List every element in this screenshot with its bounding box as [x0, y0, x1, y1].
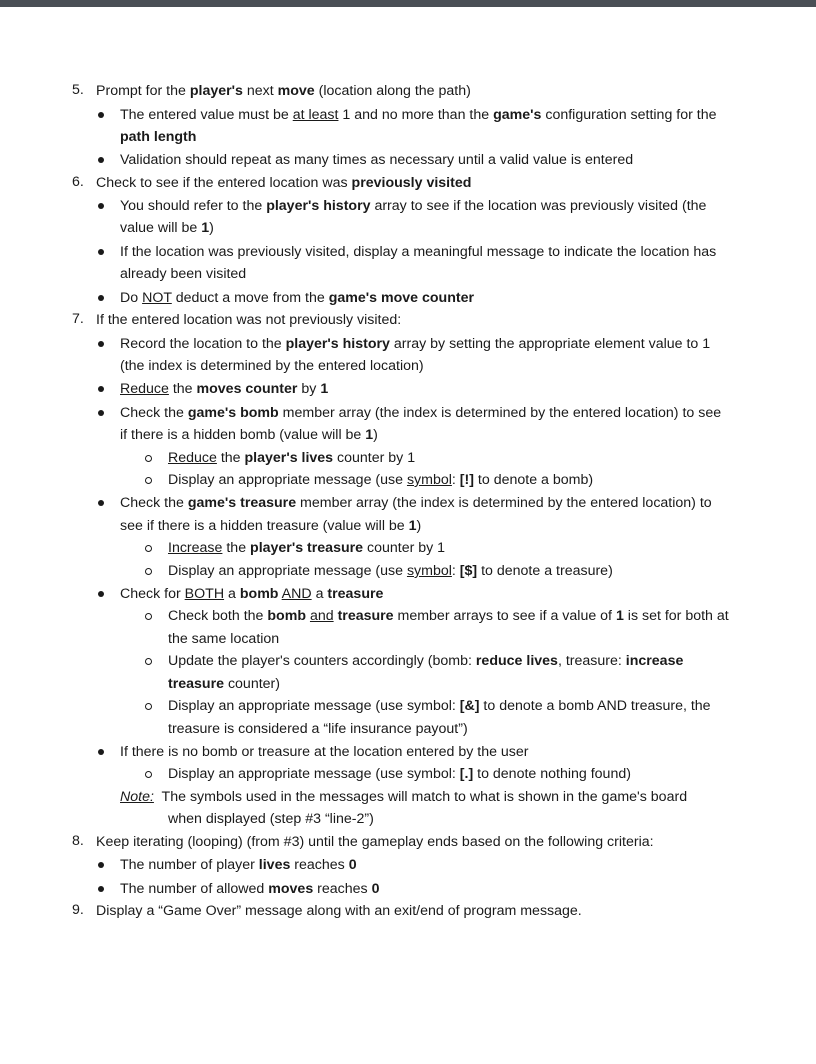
item-8-bullet-1: The number of player lives reaches 0 [120, 857, 357, 873]
bullet-icon [98, 203, 104, 209]
bullet-icon [98, 500, 104, 506]
bullet-icon [98, 410, 104, 416]
bullet-icon [98, 341, 104, 347]
item-6-bullet-3: Do NOT deduct a move from the game's move counter [120, 290, 475, 306]
item-6-text: Check to see if the entered location was previously visited [96, 175, 472, 191]
item-7-bullet-1-cont: (the index is determined by the entered location) [120, 358, 424, 374]
sub-bullet-icon [145, 771, 152, 778]
bullet-icon [98, 249, 104, 255]
item-7-bullet-5-sub-3: Display an appropriate message (use symbol: [&] to denote a bomb AND treasure, the [168, 698, 711, 714]
item-6-bullet-1-cont: value will be 1) [120, 220, 214, 236]
sub-bullet-icon [145, 545, 152, 552]
item-7-bullet-1: Record the location to the player's history array by setting the appropriate element value to 1 [120, 336, 711, 352]
sub-bullet-icon [145, 477, 152, 484]
item-7-bullet-3-cont: if there is a hidden bomb (value will be 1) [120, 427, 378, 443]
bullet-icon [98, 112, 104, 118]
item-7-bullet-4-cont: see if there is a hidden treasure (value will be 1) [120, 518, 422, 534]
item-7-bullet-2: Reduce the moves counter by 1 [120, 381, 329, 397]
top-bar [0, 0, 816, 7]
item-7-bullet-4-sub-1: Increase the player's treasure counter by 1 [168, 540, 446, 556]
sub-bullet-icon [145, 703, 152, 710]
item-7-number: 7. [72, 311, 84, 327]
item-7-text: If the entered location was not previously visited: [96, 312, 402, 328]
item-9-number: 9. [72, 902, 84, 918]
item-7-bullet-5-sub-3-cont: treasure is considered a “life insurance payout”) [168, 721, 468, 737]
item-5-number: 5. [72, 82, 84, 98]
item-9-text: Display a “Game Over” message along with an exit/end of program message. [96, 903, 582, 919]
bullet-icon [98, 749, 104, 755]
bullet-icon [98, 886, 104, 892]
item-7-bullet-5-sub-2: Update the player's counters accordingly (bomb: reduce lives, treasure: increase [168, 653, 684, 669]
item-5-bullet-2: Validation should repeat as many times as necessary until a valid value is entered [120, 152, 634, 168]
item-7-bullet-5-sub-2-cont: treasure counter) [168, 676, 280, 692]
sub-bullet-icon [145, 568, 152, 575]
item-7-bullet-3: Check the game's bomb member array (the index is determined by the entered location) to see [120, 405, 722, 421]
bullet-icon [98, 591, 104, 597]
sub-bullet-icon [145, 613, 152, 620]
note: Note: The symbols used in the messages will match to what is shown in the game's board [120, 789, 688, 805]
item-7-bullet-6-sub-1: Display an appropriate message (use symbol: [.] to denote nothing found) [168, 766, 631, 782]
bullet-icon [98, 862, 104, 868]
bullet-icon [98, 295, 104, 301]
sub-bullet-icon [145, 658, 152, 665]
item-5-bullet-1-cont: path length [120, 129, 197, 145]
item-6-bullet-2: If the location was previously visited, display a meaningful message to indicate the location has [120, 244, 717, 260]
sub-bullet-icon [145, 455, 152, 462]
item-5-bullet-1: The entered value must be at least 1 and no more than the game's configuration setting for the [120, 107, 717, 123]
bullet-icon [98, 386, 104, 392]
item-8-number: 8. [72, 833, 84, 849]
item-6-bullet-2-cont: already been visited [120, 266, 247, 282]
item-7-bullet-5-sub-1-cont: the same location [168, 631, 280, 647]
item-7-bullet-4-sub-2: Display an appropriate message (use symbol: [$] to denote a treasure) [168, 563, 613, 579]
item-7-bullet-3-sub-2: Display an appropriate message (use symbol: [!] to denote a bomb) [168, 472, 594, 488]
item-8-bullet-2: The number of allowed moves reaches 0 [120, 881, 380, 897]
item-7-bullet-5: Check for BOTH a bomb AND a treasure [120, 586, 384, 602]
item-6-number: 6. [72, 174, 84, 190]
item-7-bullet-4: Check the game's treasure member array (the index is determined by the entered location) to [120, 495, 712, 511]
note-cont: when displayed (step #3 “line-2”) [168, 811, 374, 827]
item-7-bullet-6: If there is no bomb or treasure at the location entered by the user [120, 744, 529, 760]
item-8-text: Keep iterating (looping) (from #3) until the gameplay ends based on the following criteria: [96, 834, 654, 850]
item-5-text: Prompt for the player's next move (location along the path) [96, 83, 471, 99]
item-6-bullet-1: You should refer to the player's history array to see if the location was previously visited (the [120, 198, 707, 214]
bullet-icon [98, 157, 104, 163]
item-7-bullet-3-sub-1: Reduce the player's lives counter by 1 [168, 450, 416, 466]
item-7-bullet-5-sub-1: Check both the bomb and treasure member arrays to see if a value of 1 is set for both at [168, 608, 729, 624]
